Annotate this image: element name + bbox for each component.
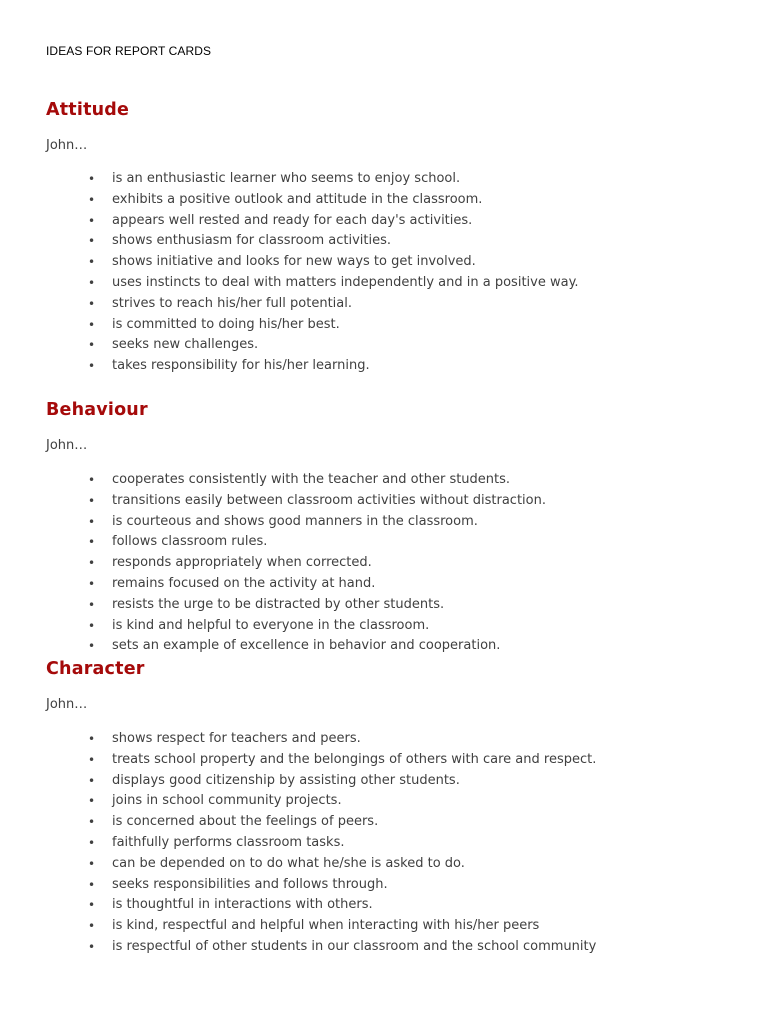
- bullet-icon: •: [88, 919, 96, 934]
- list-item: [46, 791, 726, 812]
- bullet-icon: •: [88, 535, 96, 550]
- section-behaviour: [46, 400, 726, 657]
- list-item-text: treats school property and the belongings of others with care and respect.: [112, 751, 597, 767]
- bullet-icon: •: [88, 576, 96, 591]
- list-item-text: takes responsibility for his/her learning.: [112, 358, 370, 374]
- list-item: [46, 356, 726, 377]
- section-attitude: [46, 100, 726, 377]
- bullet-icon: •: [88, 639, 96, 654]
- list-item-text: shows respect for teachers and peers.: [112, 731, 361, 746]
- list-item: [46, 812, 726, 833]
- list-item: [46, 636, 726, 657]
- list-item-text: is thoughtful in interactions with others.: [112, 897, 373, 913]
- list-item-text: is an enthusiastic learner who seems to enjoy school.: [112, 171, 461, 186]
- list-item-text: is courteous and shows good manners in the classroom.: [112, 513, 478, 529]
- list-item-text: follows classroom rules.: [112, 534, 268, 550]
- list-item: [46, 335, 726, 356]
- list-item-text: seeks new challenges.: [112, 337, 259, 353]
- list-item: [46, 833, 726, 854]
- section-heading: Behaviour: [46, 400, 148, 420]
- bullet-list: [46, 169, 726, 377]
- bullet-icon: •: [88, 597, 96, 612]
- bullet-icon: •: [88, 296, 96, 311]
- bullet-icon: •: [88, 473, 96, 487]
- list-item: [46, 895, 726, 916]
- section-heading: Character: [46, 659, 145, 679]
- list-item: [46, 273, 726, 294]
- list-item: [46, 553, 726, 574]
- list-item: [46, 916, 726, 937]
- section-character: [46, 659, 726, 958]
- list-item: [46, 771, 726, 792]
- list-item: [46, 231, 726, 252]
- bullet-icon: •: [88, 514, 96, 529]
- list-item-text: shows initiative and looks for new ways to get involved.: [112, 254, 476, 270]
- list-item-text: cooperates consistently with the teacher and other students.: [112, 472, 511, 487]
- list-item-text: is committed to doing his/her best.: [112, 316, 340, 332]
- list-item: [46, 616, 726, 637]
- list-item-text: is respectful of other students in our classroom and the school community: [112, 938, 597, 954]
- section-lead: John…: [46, 138, 88, 153]
- section-heading: Attitude: [46, 100, 130, 120]
- list-item-text: remains focused on the activity at hand.: [112, 575, 376, 591]
- bullet-icon: •: [88, 752, 96, 767]
- bullet-icon: •: [88, 172, 96, 186]
- list-item-text: appears well rested and ready for each day's activities.: [112, 212, 473, 228]
- list-item-text: joins in school community projects.: [112, 793, 342, 809]
- bullet-icon: •: [88, 856, 96, 871]
- bullet-icon: •: [88, 898, 96, 913]
- list-item: [46, 854, 726, 875]
- bullet-icon: •: [88, 815, 96, 830]
- bullet-icon: •: [88, 255, 96, 270]
- list-item: [46, 169, 726, 190]
- list-item: [46, 875, 726, 896]
- list-item: [46, 750, 726, 771]
- bullet-icon: •: [88, 338, 96, 353]
- list-item-text: sets an example of excellence in behavior and cooperation.: [112, 638, 501, 654]
- bullet-icon: •: [88, 773, 96, 788]
- list-item: [46, 729, 726, 750]
- list-item-text: strives to reach his/her full potential.: [112, 295, 352, 311]
- bullet-icon: •: [88, 234, 96, 249]
- list-item: [46, 470, 726, 491]
- bullet-list: [46, 729, 726, 958]
- bullet-icon: •: [88, 493, 96, 508]
- list-item-text: shows enthusiasm for classroom activities.: [112, 233, 392, 249]
- list-item: [46, 211, 726, 232]
- list-item: [46, 252, 726, 273]
- list-item-text: uses instincts to deal with matters independently and in a positive way.: [112, 274, 579, 290]
- list-item-text: transitions easily between classroom activities without distraction.: [112, 492, 546, 508]
- bullet-icon: •: [88, 877, 96, 892]
- bullet-icon: •: [88, 192, 96, 207]
- list-item-text: responds appropriately when corrected.: [112, 555, 372, 571]
- list-item-text: resists the urge to be distracted by other students.: [112, 596, 445, 612]
- list-item-text: seeks responsibilities and follows through.: [112, 876, 388, 892]
- bullet-icon: •: [88, 835, 96, 850]
- bullet-icon: •: [88, 556, 96, 571]
- document-title: IDEAS FOR REPORT CARDS: [46, 44, 212, 58]
- bullet-icon: •: [88, 213, 96, 228]
- list-item: [46, 512, 726, 533]
- list-item-text: faithfully performs classroom tasks.: [112, 834, 345, 850]
- list-item-text: is kind, respectful and helpful when interacting with his/her peers: [112, 918, 540, 934]
- list-item-text: is concerned about the feelings of peers.: [112, 814, 379, 830]
- bullet-icon: •: [88, 794, 96, 809]
- bullet-icon: •: [88, 359, 96, 374]
- list-item: [46, 574, 726, 595]
- bullet-list: [46, 470, 726, 657]
- bullet-icon: •: [88, 939, 96, 954]
- section-lead: John…: [46, 697, 88, 712]
- bullet-icon: •: [88, 317, 96, 332]
- list-item: [46, 294, 726, 315]
- bullet-icon: •: [88, 618, 96, 633]
- list-item-text: is kind and helpful to everyone in the classroom.: [112, 617, 430, 633]
- section-lead: John…: [46, 438, 88, 453]
- list-item: [46, 595, 726, 616]
- bullet-icon: •: [88, 732, 96, 746]
- list-item: [46, 937, 726, 958]
- list-item: [46, 491, 726, 512]
- bullet-icon: •: [88, 275, 96, 290]
- list-item-text: exhibits a positive outlook and attitude in the classroom.: [112, 191, 483, 207]
- list-item-text: displays good citizenship by assisting other students.: [112, 772, 460, 788]
- list-item: [46, 315, 726, 336]
- list-item-text: can be depended on to do what he/she is asked to do.: [112, 855, 465, 871]
- list-item: [46, 532, 726, 553]
- list-item: [46, 190, 726, 211]
